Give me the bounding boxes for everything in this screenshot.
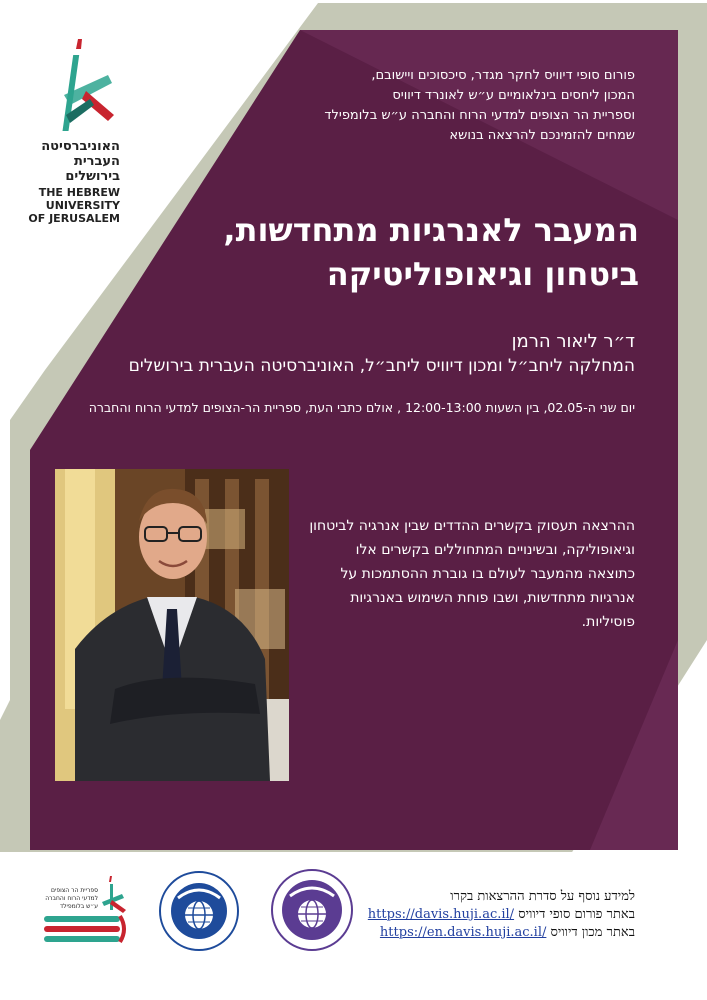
svg-text:למדעי הרוח והחברה: למדעי הרוח והחברה bbox=[45, 895, 98, 902]
footer-line-3 bbox=[335, 924, 635, 942]
university-name-en-3: OF JERUSALEM bbox=[28, 212, 120, 225]
intro-line-3: וספריית הר הצופים למדעי הרוח והחברה ע״ש בלומפילד bbox=[324, 108, 635, 123]
intro-line-4: שמחים להזמינכם להרצאה בנושא bbox=[449, 128, 635, 143]
footer-line-2 bbox=[335, 906, 635, 924]
speaker-department: המחלקה ליחב״ל ומכון דיוויס ליחב״ל, האוניברסיטה העברית בירושלים bbox=[128, 356, 635, 376]
university-name-he-3: בירושלים bbox=[65, 169, 120, 184]
hebrew-university-emblem-icon bbox=[56, 35, 116, 135]
speaker-photo bbox=[55, 469, 289, 781]
title-line-1: המעבר לאנרגיות מתחדשות, bbox=[223, 211, 639, 249]
davis-forum-link[interactable]: https://davis.huji.ac.il/ bbox=[367, 907, 515, 922]
intro-text bbox=[215, 66, 635, 146]
university-name-he-2: העברית bbox=[73, 154, 120, 169]
footer-forum-label: באתר פורום סופי דיוויס bbox=[518, 907, 635, 922]
intro-line-2: המכון ליחסים בינלאומיים ע״ש לאונרד דיוויס bbox=[392, 88, 635, 103]
speaker-name: ד״ר ליאור הרמן bbox=[511, 331, 635, 352]
svg-text:ע״ש בלומפילד: ע״ש בלומפילד bbox=[59, 903, 98, 910]
event-details: יום שני ה-02.05, בין השעות 12:00-13:00 , אולם כתבי העת, ספריית הר-הצופים למדעי הרוח והחברה bbox=[88, 400, 635, 415]
svg-text:ספריית הר הצופים: ספריית הר הצופים bbox=[51, 887, 98, 894]
speaker-portrait-image bbox=[55, 469, 289, 781]
davis-institute-logo bbox=[158, 870, 240, 952]
intro-line-1: פורום סופי דיוויס לחקר מגדר, סיכסוכים ויישובם, bbox=[371, 68, 635, 83]
footer-line-1: למידע נוסף על סדרת ההרצאות בקרו bbox=[450, 889, 635, 904]
university-logo bbox=[20, 35, 130, 225]
footer-info bbox=[335, 888, 635, 942]
bloomfield-library-logo bbox=[40, 872, 130, 952]
university-name-he-1: האוניברסיטה bbox=[41, 139, 120, 154]
lecture-abstract: ההרצאה תעסוק בקשרים ההדדים שבין אנרגיה לביטחון וגיאופוליקה, ובשינויים המתחוללים בקשרים אלו כתוצאה מהמעבר לעולם בו גוברת ההסתמכות על אנרגיות מתחדשות, ושבו פוחת השימוש באנרגיות פוסיליות. bbox=[309, 518, 635, 630]
lecture-title bbox=[119, 208, 639, 296]
davis-institute-link[interactable]: https://en.davis.huji.ac.il/ bbox=[379, 925, 547, 940]
university-name-en-1: THE HEBREW bbox=[38, 186, 120, 199]
title-line-2: ביטחון וגיאופוליטיקה bbox=[326, 255, 639, 293]
university-name-en-2: UNIVERSITY bbox=[45, 199, 120, 212]
footer-institute-label: באתר מכון דיוויס bbox=[550, 925, 635, 940]
